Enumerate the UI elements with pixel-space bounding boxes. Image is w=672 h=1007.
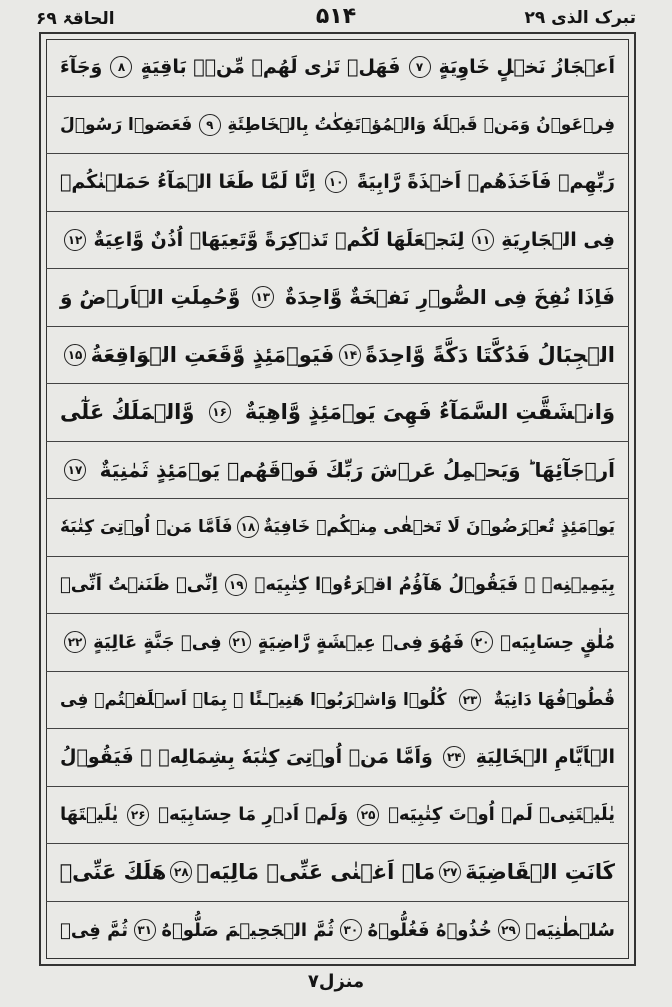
- verse-text: اَعۡجَازُ نَخۡلٍ خَاوِيَةٍ: [438, 56, 615, 79]
- text-line: [46, 442, 629, 500]
- verse-text: لِنَجۡعَلَهَا لَكُمۡ تَذۡكِرَةً وَّتَعِيَهَاۤ اُذُنٌ وَّاعِيَةٌ: [93, 228, 465, 251]
- ayah-number-marker: ۸: [110, 56, 132, 78]
- ayah-number-marker: ۳۱: [134, 919, 156, 941]
- verse-text: وَاَمَّا مَنۡ اُوۡتِىَ كِتٰبَهٗ بِشِمَالِهٖ ۙ فَيَقُوۡلُ: [60, 746, 433, 769]
- juz-name: تبرک الذی ۲۹: [524, 8, 636, 28]
- ayah-number-marker: ۲۶: [127, 804, 149, 826]
- verse-text: يَوۡمَئِذٍ تُعۡرَضُوۡنَ لَا تَخۡفٰى مِنۡكُمۡ خَافِيَةٌ: [263, 517, 615, 538]
- verse-text: اِنَّا لَمَّا طَغَا الۡمَآءُ حَمَلۡنٰكُمۡ: [60, 171, 316, 194]
- text-line: [46, 327, 629, 385]
- verse-text: يٰلَيۡتَهَا: [60, 804, 119, 826]
- verse-text: هَلَكَ عَنِّىۡ: [59, 860, 167, 885]
- ayah-number-marker: ۲۹: [498, 919, 520, 941]
- verse-text: فَعَصَوۡا رَسُوۡلَ: [60, 114, 193, 135]
- ayah-number-marker: ۱۸: [237, 516, 259, 538]
- verse-text: مَاۤ اَغۡنٰى عَنِّىۡ مَالِيَهۡ: [196, 860, 436, 885]
- text-line: [46, 39, 629, 97]
- verse-text: ثُمَّ الۡجَحِيۡمَ صَلُّوۡهُ: [161, 919, 335, 941]
- text-line: [46, 269, 629, 327]
- ayah-number-marker: ۱۹: [225, 574, 247, 596]
- ayah-number-marker: ۲۷: [439, 861, 461, 883]
- text-line: [46, 614, 629, 672]
- ayah-number-marker: ۲۴: [443, 746, 465, 768]
- verse-text: فَيَوۡمَئِذٍ وَّقَعَتِ الۡوَاقِعَةُ: [90, 342, 335, 367]
- surah-name: الحاقۃ ۶۹: [36, 9, 115, 29]
- verse-text: وَجَآءَ: [60, 56, 103, 79]
- ayah-number-marker: ۳۰: [340, 919, 362, 941]
- verse-text: كَانَتِ الۡقَاضِيَةَ: [465, 860, 615, 885]
- ayah-number-marker: ۱۵: [64, 344, 86, 366]
- verse-text: سُلۡطٰنِيَهۡ: [525, 919, 615, 941]
- verse-text: كُلُوۡا وَاشۡرَبُوۡا هَنِيۡٓـئًا ۢ بِمَاۤ اَسۡلَفۡتُمۡ فِى: [60, 689, 447, 710]
- ayah-number-marker: ۱۳: [252, 286, 274, 308]
- verse-text: وَّحُمِلَتِ الۡاَرۡضُ وَ: [60, 285, 241, 310]
- page-number: ۵۱۴: [315, 4, 357, 29]
- verse-text: مُلٰقٍ حِسَابِيَهۡ: [500, 631, 615, 653]
- ayah-number-marker: ۱۷: [64, 459, 86, 481]
- verse-text: رَبِّهِمۡ فَاَخَذَهُمۡ اَخۡذَةً رَّابِيَةً: [356, 171, 615, 194]
- verse-text: فِرۡعَوۡنُ وَمَنۡ قَبۡلَهٗ وَالۡمُؤۡتَفِكٰتُ بِالۡخَاطِئَةِ: [227, 114, 615, 135]
- ayah-number-marker: ۲۳: [459, 689, 481, 711]
- text-line: [46, 902, 629, 960]
- verse-text: وَانۡشَقَّتِ السَّمَآءُ فَهِىَ يَوۡمَئِذٍ وَّاهِيَةٌ: [244, 400, 615, 425]
- ayah-number-marker: ۲۰: [471, 631, 493, 653]
- verse-text: وَلَمۡ اَدۡرِ مَا حِسَابِيَهۡ: [158, 804, 349, 826]
- verse-text: خُذُوۡهُ فَغُلُّوۡهُ: [367, 919, 492, 941]
- ayah-number-marker: ۲۵: [357, 804, 379, 826]
- text-line: [46, 672, 629, 730]
- ayah-number-marker: ۱۲: [64, 229, 86, 251]
- text-line: [46, 154, 629, 212]
- verse-text: الۡاَيَّامِ الۡخَالِيَةِ: [475, 746, 615, 769]
- text-line: [46, 729, 629, 787]
- ayah-number-marker: ۱۴: [339, 344, 361, 366]
- ayah-number-marker: ۲۱: [229, 631, 251, 653]
- text-line: [46, 844, 629, 902]
- verse-text: فَاَمَّا مَنۡ اُوۡتِىَ كِتٰبَهٗ: [60, 517, 233, 538]
- verse-text: وَّالۡمَلَكُ عَلٰٓى: [60, 400, 195, 425]
- verse-text: فِىۡ جَنَّةٍ عَالِيَةٍ: [93, 631, 222, 653]
- verse-text: اَرۡجَآئِهَا ؕ وَيَحۡمِلُ عَرۡشَ رَبِّكَ فَوۡقَهُمۡ يَوۡمَئِذٍ ثَمٰنِيَةٌ: [99, 457, 615, 482]
- ayah-number-marker: ۷: [409, 56, 431, 78]
- verse-text: ثُمَّ فِىۡ: [60, 919, 128, 941]
- text-line: [46, 212, 629, 270]
- verse-text: فِى الۡجَارِيَةِ: [501, 228, 615, 251]
- verse-text: فَهَلۡ تَرٰى لَهُمۡ مِّنۡۢ بَاقِيَةٍ: [140, 56, 401, 79]
- text-line: [46, 557, 629, 615]
- verse-text: الۡجِبَالُ فَدُكَّتَا دَكَّةً وَّاحِدَةً: [365, 342, 615, 367]
- text-line: [46, 499, 629, 557]
- ayah-number-marker: ۱۶: [209, 401, 231, 423]
- text-line: [46, 97, 629, 155]
- verse-text: قُطُوۡفُهَا دَانِيَةٌ: [493, 689, 615, 710]
- text-line: [46, 787, 629, 845]
- text-lines: [46, 39, 629, 959]
- text-line: [46, 384, 629, 442]
- ayah-number-marker: ۲۲: [64, 631, 86, 653]
- verse-text: يٰلَيۡتَنِىۡ لَمۡ اُوۡتَ كِتٰبِيَهۡ: [388, 804, 615, 826]
- ayah-number-marker: ۲۸: [170, 861, 192, 883]
- verse-text: فَهُوَ فِىۡ عِيۡشَةٍ رَّاضِيَةٍ: [257, 631, 465, 653]
- ayah-number-marker: ۱۰: [325, 171, 347, 193]
- verse-text: فَاِذَا نُفِخَ فِى الصُّوۡرِ نَفۡخَةٌ وَّاحِدَةٌ: [285, 285, 615, 310]
- ayah-number-marker: ۹: [199, 114, 221, 136]
- verse-text: بِيَمِيۡنِهٖ ۙ فَيَقُوۡلُ هَآؤُمُ اقۡرَءُوۡا كِتٰبِيَهۡ: [254, 574, 615, 596]
- manzil-footer: منزل۷: [307, 971, 365, 992]
- ayah-number-marker: ۱۱: [472, 229, 494, 251]
- verse-text: اِنِّىۡ ظَنَنۡتُ اَنِّىۡ: [60, 574, 218, 596]
